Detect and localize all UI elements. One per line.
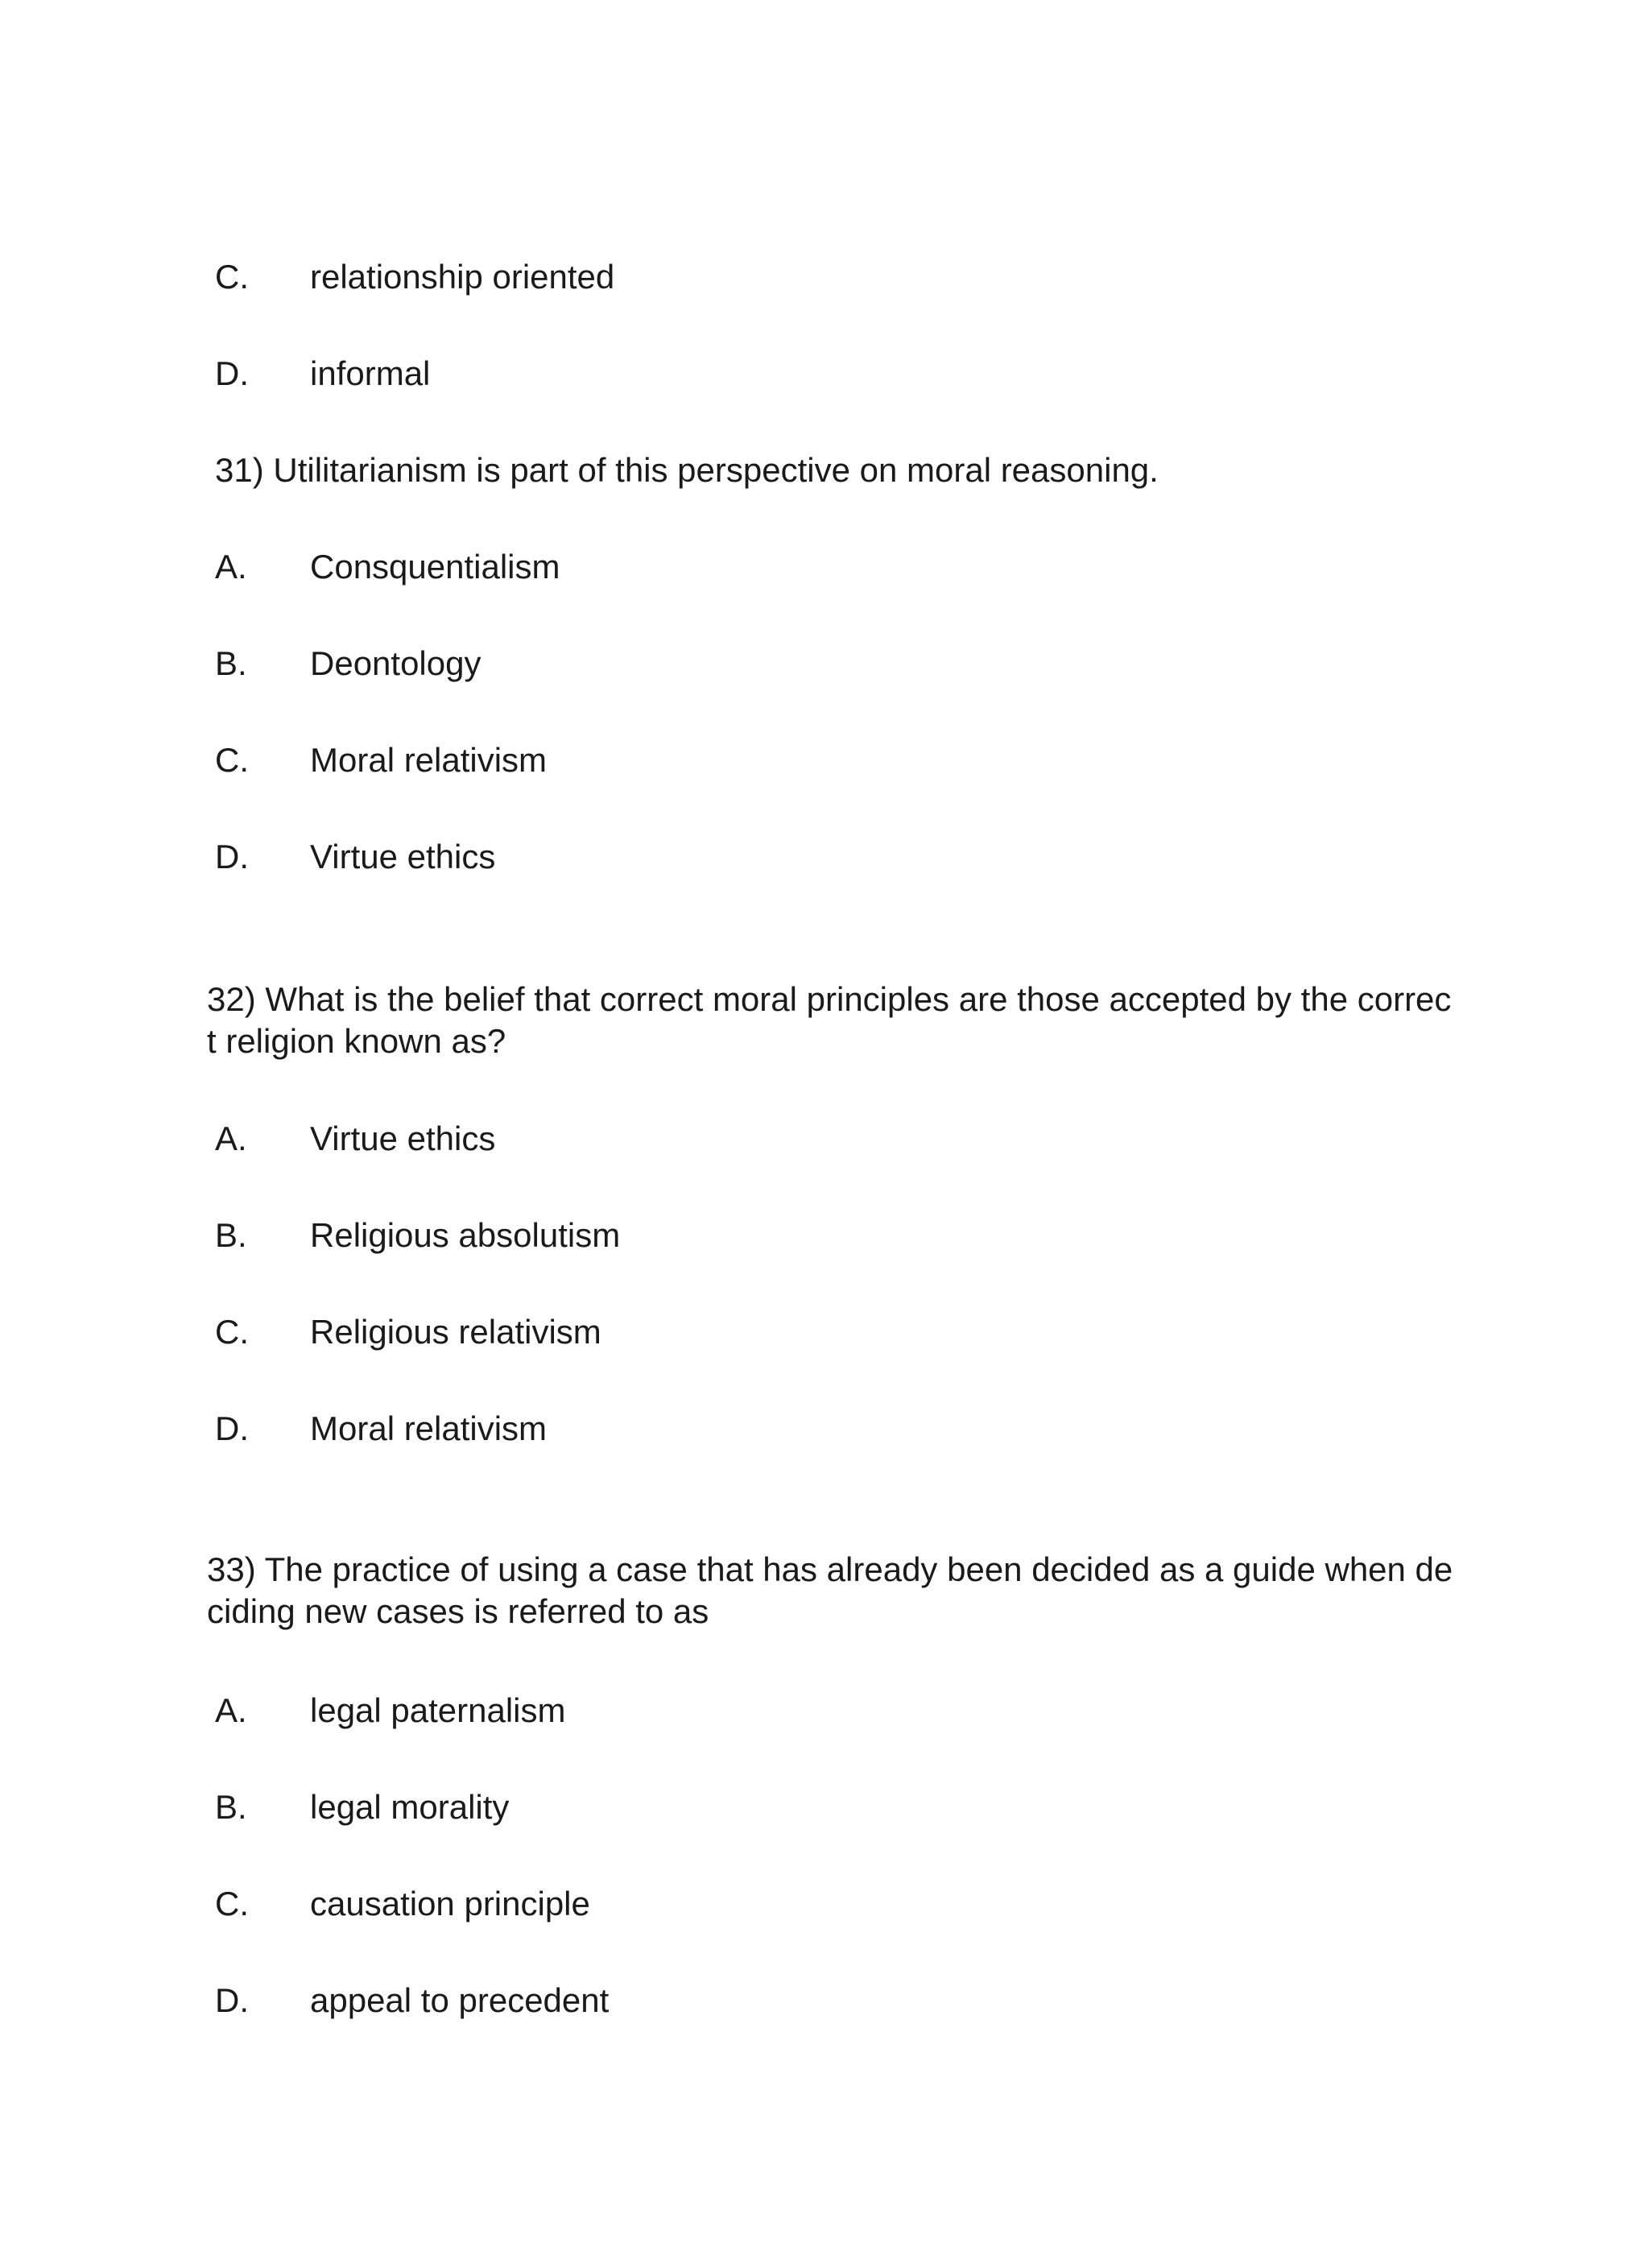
option-text: informal xyxy=(310,354,431,392)
option-text: Moral relativism xyxy=(310,741,548,779)
option-text: Religious relativism xyxy=(310,1313,601,1351)
question-32-stem-line-2: t religion known as? xyxy=(207,1022,506,1060)
option-text: Deontology xyxy=(310,644,481,682)
option-text: appeal to precedent xyxy=(310,1981,610,2019)
option-text: legal morality xyxy=(310,1788,510,1826)
option-letter: D. xyxy=(215,1981,249,2019)
option-letter: D. xyxy=(215,354,249,392)
option-letter: B. xyxy=(215,1788,247,1826)
option-text: Religious absolutism xyxy=(310,1216,621,1254)
option-text: Moral relativism xyxy=(310,1409,548,1447)
question-33-stem-line-1: 33) The practice of using a case that has already been decided as a guide when de xyxy=(207,1550,1453,1588)
question-33-stem-line-2: ciding new cases is referred to as xyxy=(207,1592,709,1630)
option-text: causation principle xyxy=(310,1885,590,1922)
option-letter: C. xyxy=(215,1885,249,1922)
option-text: Virtue ethics xyxy=(310,838,496,875)
question-32-stem-line-1: 32) What is the belief that correct moral principles are those accepted by the correc xyxy=(207,980,1452,1018)
option-text: Virtue ethics xyxy=(310,1120,496,1157)
option-letter: B. xyxy=(215,1216,247,1254)
option-letter: C. xyxy=(215,258,249,296)
option-text: relationship oriented xyxy=(310,258,615,296)
option-letter: A. xyxy=(215,1691,247,1729)
option-letter: D. xyxy=(215,1409,249,1447)
option-letter: C. xyxy=(215,741,249,779)
question-31-stem: 31) Utilitarianism is part of this perspective on moral reasoning. xyxy=(215,451,1159,489)
option-letter: A. xyxy=(215,1120,247,1157)
option-text: legal paternalism xyxy=(310,1691,566,1729)
option-text: Consquentialism xyxy=(310,548,560,586)
option-letter: D. xyxy=(215,838,249,875)
option-letter: A. xyxy=(215,548,247,586)
option-letter: C. xyxy=(215,1313,249,1351)
option-letter: B. xyxy=(215,644,247,682)
